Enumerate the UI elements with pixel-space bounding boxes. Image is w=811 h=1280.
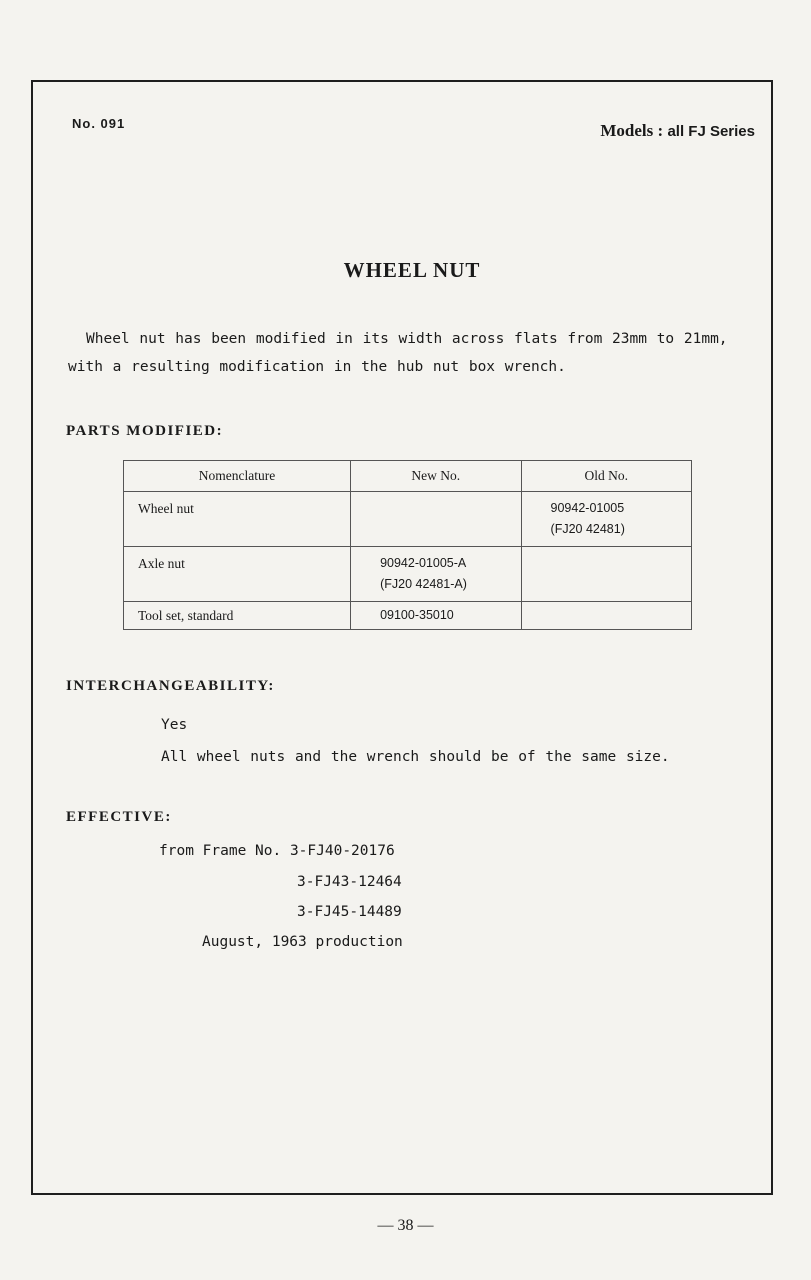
intro-paragraph: Wheel nut has been modified in its width across flats from 23mm to 21mm, with a resulting modification in the hub nut box wrench.: [68, 331, 728, 375]
column-header-old-no: Old No.: [521, 461, 691, 492]
table-row: [124, 547, 692, 602]
interchangeability-heading: INTERCHANGEABILITY:: [66, 678, 275, 694]
table-row: [124, 602, 692, 630]
cell-new-no: [351, 492, 521, 547]
cell-old-no: [521, 492, 691, 547]
cell-old-no: [521, 547, 691, 602]
parts-modified-heading: PARTS MODIFIED:: [66, 423, 224, 439]
page-frame: [31, 80, 773, 1195]
page-title: WHEEL NUT: [343, 258, 481, 282]
new-no-line: 90942-01005-A: [380, 556, 467, 570]
new-no-line: (FJ20 42481-A): [380, 577, 467, 591]
models-label: Models :: [600, 121, 664, 140]
table-row: [124, 492, 692, 547]
models-value: all FJ Series: [667, 123, 755, 140]
effective-production-date: August, 1963 production: [202, 934, 403, 950]
cell-nomenclature: Axle nut: [124, 547, 351, 602]
effective-frame-line: 3-FJ43-12464: [297, 874, 402, 890]
document-number: No. 091: [72, 116, 126, 131]
effective-frame-line: from Frame No. 3-FJ40-20176: [159, 843, 395, 859]
interchangeability-text: [161, 709, 670, 773]
page-number: — 38 —: [377, 1217, 434, 1234]
cell-new-no: [351, 547, 521, 602]
table-header-row: [124, 461, 692, 492]
cell-old-no: [521, 602, 691, 630]
cell-new-no: [351, 602, 521, 630]
effective-frame-line: 3-FJ45-14489: [297, 904, 402, 920]
effective-heading: EFFECTIVE:: [66, 809, 172, 825]
parts-table: [123, 460, 692, 630]
column-header-nomenclature: Nomenclature: [124, 461, 351, 492]
cell-nomenclature: Tool set, standard: [124, 602, 351, 630]
interchangeability-note: All wheel nuts and the wrench should be of the same size.: [161, 749, 670, 765]
old-no-line: 90942-01005: [550, 501, 625, 515]
models-line: [600, 121, 755, 141]
old-no-line: (FJ20 42481): [550, 522, 625, 536]
new-no-line: 09100-35010: [380, 608, 454, 622]
cell-nomenclature: Wheel nut: [124, 492, 351, 547]
column-header-new-no: New No.: [351, 461, 521, 492]
interchangeability-answer: Yes: [161, 717, 188, 733]
